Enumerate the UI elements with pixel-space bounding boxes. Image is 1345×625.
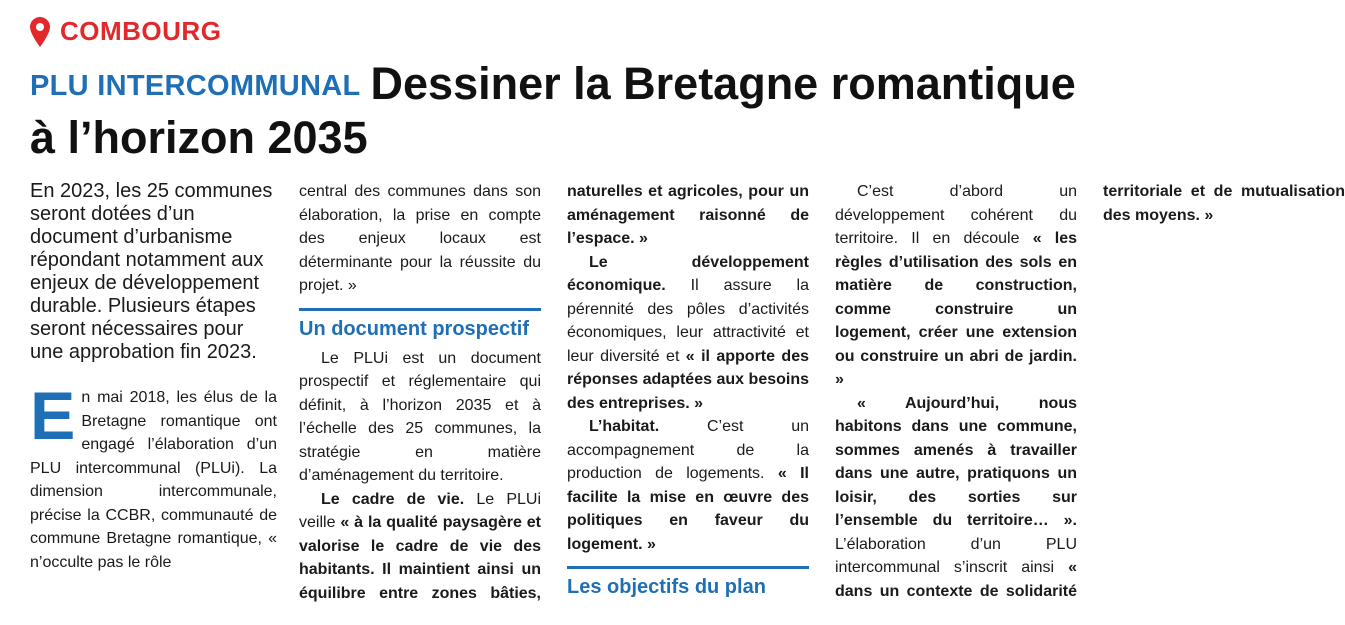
text-objectifs-b: L’élaboration d’un PLU intercommunal s’inscrit ainsi [835, 535, 1077, 576]
text-objectifs-a: C’est d’abord un développement cohérent du territoire. Il en découle [835, 183, 1077, 247]
location-pin-icon [30, 17, 50, 47]
quote-solidarite: « dans un contexte de solidarité territoriale et de mutualisation des moyens. » [835, 183, 1345, 600]
quote-cadre: « à la qualité paysagère et valorise le cadre de vie des habitants. Il maintient ainsi un équilibre entre zones bâties, naturelles et agricoles, pour un aménagement raisonné de l’espace. » [299, 183, 809, 602]
headline [30, 58, 1090, 164]
intro-continuation: central des communes dans son élaboration, la prise en compte des enjeux locaux est déterminante pour la réussite du projet. » [299, 183, 541, 294]
quote-regles: « les règles d’utilisation des sols en matière de construction, comme construire un logement, créer une extension ou construire un abri de jardin. » [835, 230, 1078, 388]
headline-title: Dessiner la Bretagne romantique à l’horizon 2035 [30, 58, 1076, 163]
section1-p1: Le PLUi est un document prospectif et réglementaire qui définit, à l’horizon 2035 et à l’échelle des 25 communes, la stratégie en matière d’aménagement du territoire. [299, 349, 541, 484]
lead-economie: Le développement économique. [567, 253, 809, 294]
paragraph-economie [567, 251, 809, 416]
quote-habitat: « Il facilite la mise en œuvre des politiques en faveur du logement. » [567, 465, 810, 553]
paragraph-objectifs-1 [835, 180, 1077, 392]
text-cadre-a: Le PLUi veille [299, 490, 541, 531]
text-habitat-a: C’est un accompagnement de la production de logements. [567, 418, 809, 482]
article-flow [299, 180, 1345, 620]
kicker [30, 16, 221, 47]
headline-tag: PLU INTERCOMMUNAL [30, 70, 361, 102]
intro-text: n mai 2018, les élus de la Bretagne romantique ont engagé l’élaboration d’un PLU intercommunal (PLUi). La dimension intercommunale, précise la CCBR, communauté de commune Bretagne romantique, « n’occulte pas le rôle [30, 389, 277, 571]
paragraph-habitat [567, 415, 809, 556]
lead-cadre-de-vie: Le cadre de vie. [321, 490, 465, 508]
dropcap: E [30, 378, 76, 454]
location-label: COMBOURG [60, 16, 222, 46]
column-1 [30, 180, 277, 574]
subhead-prospectif: Un document prospectif [299, 308, 541, 341]
subhead-objectifs: Les objectifs du plan [567, 566, 809, 599]
intro-paragraph [30, 378, 277, 574]
quote-aujourdhui: « Aujourd’hui, nous habitons dans une commune, sommes amenés à travailler dans une autre, pratiquons un loisir, des sorties sur l’ensemble du territoire… ». [835, 394, 1077, 529]
quote-economie: « il apporte des réponses adaptées aux besoins des entreprises. » [567, 347, 809, 412]
text-economie-a: Il assure la pérennité des pôles d’activités économiques, leur attractivité et leur diversité et [567, 277, 809, 365]
lead-habitat: L’habitat. [589, 418, 660, 435]
chapo: En 2023, les 25 communes seront dotées d’un document d’urbanisme répondant notamment aux enjeux de développement durable. Plusieurs étapes seront nécessaires pour une approbation fin 2023. [30, 180, 273, 363]
